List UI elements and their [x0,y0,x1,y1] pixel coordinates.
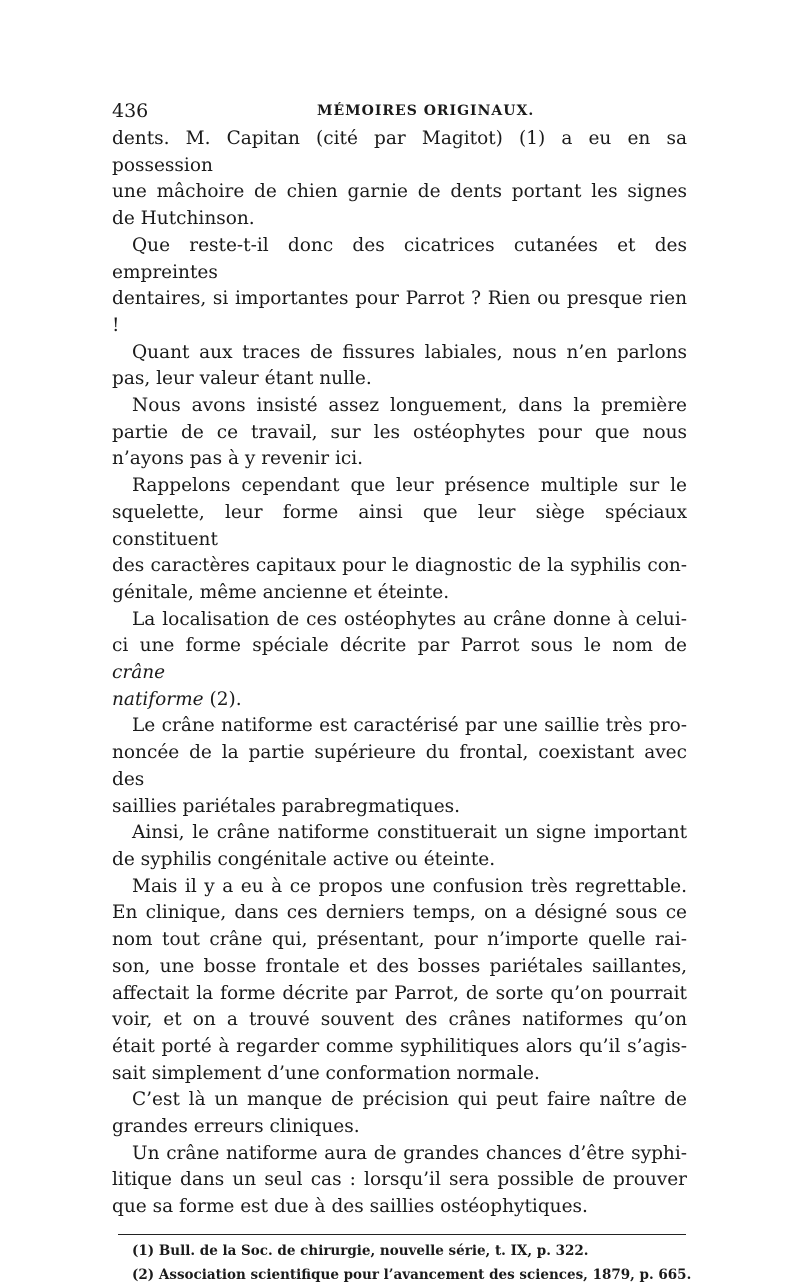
footnote-2: (2) Association scientifique pour l’avancement des sciences, 1879, p. 665. [132,1266,692,1283]
text-line: sait simplement d’une conformation normale. [112,1062,540,1084]
text-line: C’est là un manque de précision qui peut faire naître de [132,1089,687,1111]
text-line: Le crâne natiforme est caractérisé par une saillie très pro- [132,715,687,737]
italic-term: crâne [112,662,166,684]
text-line: Ainsi, le crâne natiforme constituerait un signe important [132,822,687,844]
page-header [112,96,687,126]
page-number: 436 [112,100,149,122]
text-line: Nous avons insisté assez longuement, dans la première [132,395,687,417]
text-line: que sa forme est due à des saillies ostéophytiques. [112,1196,588,1218]
text-line: affectait la forme décrite par Parrot, de sorte qu’on pourrait [112,982,687,1004]
text-line: grandes erreurs cliniques. [112,1116,360,1138]
text-line: une mâchoire de chien garnie de dents portant les signes [112,181,687,203]
footnotes [112,1239,692,1287]
text-line: n’ayons pas à y revenir ici. [112,448,364,470]
text-line: pas, leur valeur étant nulle. [112,368,372,390]
text-line [112,633,687,686]
text-line: des caractères capitaux pour le diagnostic de la syphilis con- [112,555,687,577]
text-line: squelette, leur forme ainsi que leur siège spéciaux constituent [112,501,687,550]
text-line: voir, et on a trouvé souvent des crânes natiformes qu’on [112,1009,687,1031]
text-line: son, une bosse frontale et des bosses pariétales saillantes, [112,955,687,977]
text-line: de syphilis congénitale active ou éteinte. [112,848,496,870]
text-run: ci une forme spéciale décrite par Parrot sous le nom de [112,635,687,657]
text-line: Mais il y a eu à ce propos une confusion très regrettable. [132,875,687,897]
text-line: Rappelons cependant que leur présence multiple sur le [132,475,687,497]
text-line: Un crâne natiforme aura de grandes chances d’être syphi- [132,1142,687,1164]
text-run: (2). [203,688,242,710]
running-head: MÉMOIRES ORIGINAUX. [317,103,535,119]
body-text [112,126,687,1221]
text-line: génitale, même ancienne et éteinte. [112,581,450,603]
italic-term: natiforme [112,688,204,710]
book-page [112,96,692,1287]
text-line: litique dans un seul cas : lorsqu’il sera possible de prouver [112,1169,687,1191]
footnote-1: (1) Bull. de la Soc. de chirurgie, nouvelle série, t. IX, p. 322. [132,1242,589,1259]
text-line: dents. M. Capitan (cité par Magitot) (1) a eu en sa possession [112,128,687,176]
text-line: de Hutchinson. [112,208,255,230]
text-line: Que reste-t-il donc des cicatrices cutanées et des empreintes [112,234,687,283]
text-line [112,687,687,714]
text-line: partie de ce travail, sur les ostéophytes pour que nous [112,421,687,443]
text-line: La localisation de ces ostéophytes au crâne donne à celui- [132,608,687,630]
text-line: dentaires, si importantes pour Parrot ? Rien ou presque rien ! [112,288,687,336]
text-line: saillies pariétales parabregmatiques. [112,795,461,817]
text-line: nom tout crâne qui, présentant, pour n’importe quelle rai- [112,929,687,951]
text-line: Quant aux traces de fissures labiales, nous n’en parlons [132,341,687,363]
footnote-divider [118,1234,686,1235]
text-line: noncée de la partie supérieure du frontal, coexistant avec des [112,742,687,790]
text-line: En clinique, dans ces derniers temps, on a désigné sous ce [112,902,687,924]
text-line: était porté à regarder comme syphilitiques alors qu’il s’agis- [112,1035,687,1057]
